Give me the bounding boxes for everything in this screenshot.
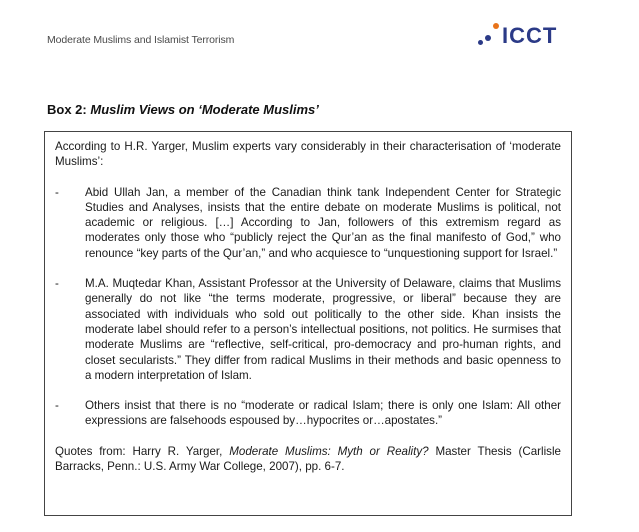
bullet-text: Others insist that there is no “moderate or radical Islam; there is only one Islam: All other expressions are falsehoods espoused by…hypocrites or…apostates.” <box>85 399 561 428</box>
logo-text: ICCT <box>502 23 558 48</box>
box-intro: According to H.R. Yarger, Muslim experts vary considerably in their characterisation of ‘moderate Muslims’: <box>55 140 561 169</box>
box-title: Muslim Views on ‘Moderate Muslims’ <box>90 102 319 117</box>
list-item <box>55 398 561 429</box>
box-label: Box 2: <box>47 102 87 117</box>
citation-prefix: Quotes from: Harry R. Yarger, <box>55 444 223 458</box>
bullet-dash: - <box>55 399 59 413</box>
citation-suffix: Master Thesis (Carlisle Barracks, Penn.: U.S. Army War College, 2007), pp. 6-7. <box>55 444 561 474</box>
source-citation <box>55 444 561 475</box>
logo-dots-icon <box>478 22 500 48</box>
icct-logo <box>478 20 557 50</box>
bullet-dash: - <box>55 277 59 291</box>
document-header-title: Moderate Muslims and Islamist Terrorism <box>47 34 235 46</box>
bullet-text: Abid Ullah Jan, a member of the Canadian think tank Independent Center for Strategic Studies and Analyses, insists that the entire debate on moderate Muslims is political, not academic or religious. […] According to Jan, followers of this extremism regard as moderates only those who “publicly reject the Qur’an as the final manifesto of God,” who renounce “key parts of the Qur’an,” and who acquiesce to “unquestioning support for Israel.” <box>85 185 561 260</box>
bullet-dash: - <box>55 185 59 199</box>
list-item <box>55 276 561 383</box>
list-item <box>55 185 561 261</box>
quote-box <box>44 131 572 516</box>
citation-title: Moderate Muslims: Myth or Reality? <box>229 444 429 458</box>
bullet-text: M.A. Muqtedar Khan, Assistant Professor at the University of Delaware, claims that Muslims generally do not like “the terms moderate, progressive, or liberal” because they are associated with individuals who sold out politically to the other side. Khan insists the moderate label should refer to a person’s intellectual positions, not politics. He surmises that moderate Muslims are “reflective, self-critical, pro-democracy and pro-human rights, and closet secularists.” They differ from radical Muslims in their methods and basic openness to a modern interpretation of Islam. <box>85 277 561 382</box>
box-heading <box>47 102 319 117</box>
